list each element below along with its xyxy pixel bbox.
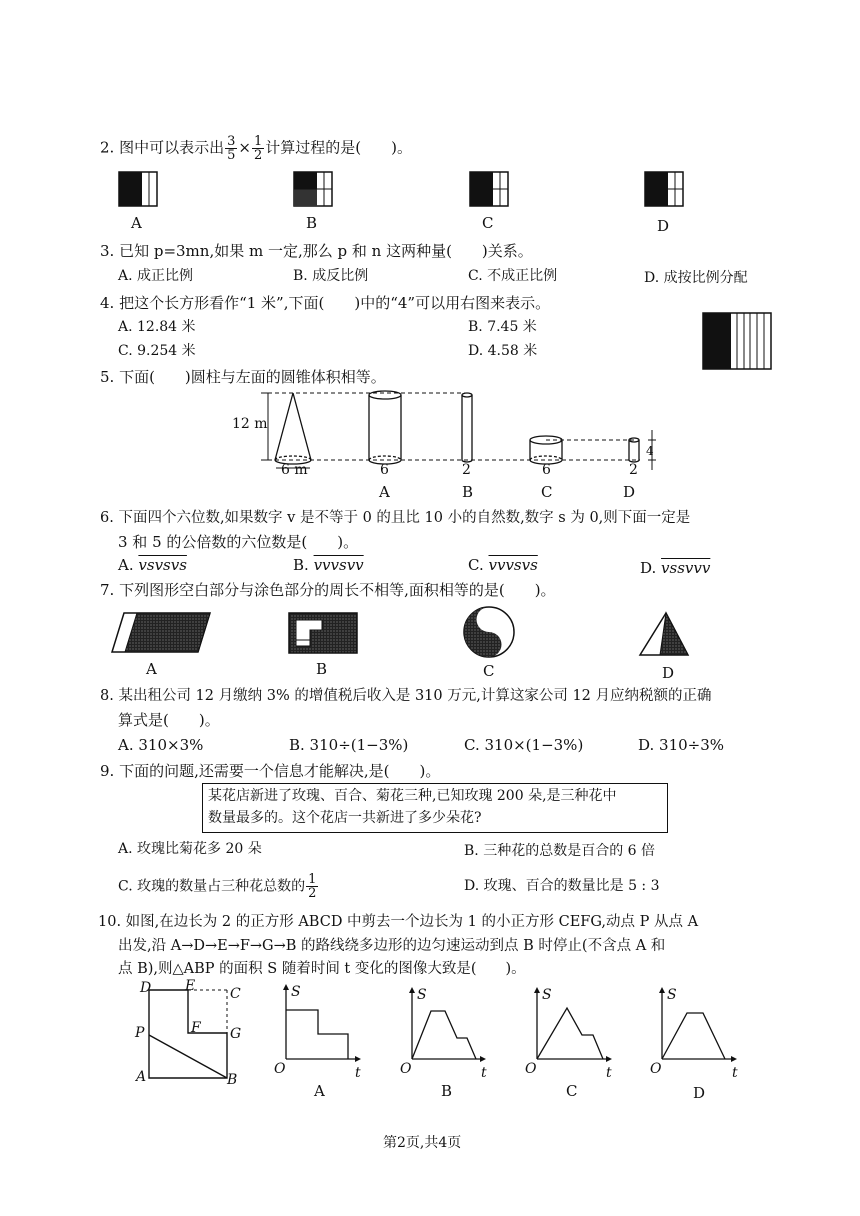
q2-label-b: B <box>306 214 318 232</box>
graph-c-s: S <box>542 987 552 1003</box>
pt-p: P <box>135 1025 145 1041</box>
q8-option-c: C. 310×(1−3%) <box>464 736 584 754</box>
q10-stem-line3: 点 B),则△ABP 的面积 S 随着时间 t 变化的图像大致是( )。 <box>118 961 526 977</box>
q6-option-c: C. vvvsvs <box>468 556 538 574</box>
graph-c-o: O <box>525 1061 537 1077</box>
q4-stem: 4. 把这个长方形看作“1 米”,下面( )中的“4”可以用右图来表示。 <box>100 294 551 312</box>
q9-option-d: D. 玫瑰、百合的数量比是 5 : 3 <box>464 878 660 894</box>
pt-c: C <box>230 986 241 1002</box>
q10-option-c: C <box>566 1082 578 1100</box>
q9-option-b: B. 三种花的总数是百合的 6 倍 <box>464 843 655 859</box>
q4-option-c: C. 9.254 米 <box>118 343 196 359</box>
graph-a-o: O <box>274 1061 286 1077</box>
q5-label-height: 12 m <box>232 416 268 432</box>
fraction-3-5: $\frac{3}{5}$ <box>227 134 236 163</box>
q8-option-d: D. 310÷3% <box>638 736 725 754</box>
graph-a-t: t <box>355 1065 361 1081</box>
q10-option-d: D <box>693 1084 706 1102</box>
q4-option-a: A. 12.84 米 <box>118 319 196 335</box>
q3-option-c: C. 不成正比例 <box>468 268 558 284</box>
graph-d-o: O <box>650 1061 662 1077</box>
q7-stem: 7. 下列图形空白部分与涂色部分的周长不相等,面积相等的是( )。 <box>100 581 556 599</box>
graph-d-s: S <box>667 987 677 1003</box>
graph-b-s: S <box>417 987 427 1003</box>
fraction-1-2: $\frac{1}{2}$ <box>253 134 263 163</box>
pt-b: B <box>227 1072 238 1088</box>
q5-option-b: B <box>462 483 474 501</box>
q4-option-d: D. 4.58 米 <box>468 343 538 359</box>
pt-g: G <box>230 1026 242 1042</box>
graph-d-t: t <box>732 1065 738 1081</box>
q10-stem-line1: 10. 如图,在边长为 2 的正方形 ABCD 中剪去一个边长为 1 的小正方形 CEFG,动点 P 从点 A <box>98 914 699 930</box>
q8-option-a: A. 310×3% <box>118 736 204 754</box>
q7-label-b: B <box>316 660 328 678</box>
q8-stem-line1: 8. 某出租公司 12 月缴纳 3% 的增值税后收入是 310 万元,计算这家公司 12 月应纳税额的正确 <box>100 688 712 704</box>
q5-option-a: A <box>379 483 390 501</box>
graph-a-s: S <box>291 984 301 1000</box>
pt-a: A <box>136 1069 147 1085</box>
q5-option-d: D <box>623 483 636 501</box>
q2-label-c: C <box>482 214 494 232</box>
q6-option-b: B. vvvsvv <box>293 556 364 574</box>
fraction-1-2: $\frac{1}{2}$ <box>308 872 317 901</box>
q5-label-b-dia: 2 <box>462 462 471 478</box>
q7-label-c: C <box>483 662 495 680</box>
q10-stem-line2: 出发,沿 A→D→E→F→G→B 的路线绕多边形的边匀速运动到点 B 时停止(不含点 A 和 <box>118 938 666 954</box>
graph-c-t: t <box>606 1065 612 1081</box>
q5-label-a-dia: 6 <box>380 462 389 478</box>
q10-option-a: A <box>314 1082 325 1100</box>
q10-option-b: B <box>441 1082 453 1100</box>
q9-info-line1: 某花店新进了玫瑰、百合、菊花三种,已知玫瑰 200 朵,是三种花中 <box>208 788 617 804</box>
q6-stem-line1: 6. 下面四个六位数,如果数字 v 是不等于 0 的且比 10 小的自然数,数字 s 为 0,则下面一定是 <box>100 510 691 526</box>
q7-label-a: A <box>146 660 157 678</box>
q5-label-d-height: 4 <box>646 444 654 458</box>
pt-d: D <box>140 980 152 996</box>
q9-info-line2: 数量最多的。这个花店一共新进了多少朵花? <box>208 810 482 826</box>
q4-option-b: B. 7.45 米 <box>468 319 537 335</box>
graph-b-t: t <box>481 1065 487 1081</box>
graph-b-o: O <box>400 1061 412 1077</box>
q6-option-d: D. vssvvv <box>640 559 711 577</box>
q9-option-a: A. 玫瑰比菊花多 20 朵 <box>118 841 262 857</box>
q7-label-d: D <box>662 664 675 682</box>
q2-stem: 2. 图中可以表示出 $\frac{3}{5}$ × $\frac{1}{2}$ 计算过程的是( )。 <box>100 134 412 163</box>
q5-stem: 5. 下面( )圆柱与左面的圆锥体积相等。 <box>100 368 386 386</box>
q5-label-base: 6 m <box>281 462 308 478</box>
q3-stem: 3. 已知 p=3mn,如果 m 一定,那么 p 和 n 这两种量( )关系。 <box>100 242 533 260</box>
q3-option-b: B. 成反比例 <box>293 268 369 284</box>
q2-label-a: A <box>131 214 142 232</box>
page-footer: 第2页,共4页 <box>383 1135 462 1151</box>
pt-e: E <box>185 978 196 994</box>
q9-stem: 9. 下面的问题,还需要一个信息才能解决,是( )。 <box>100 762 441 780</box>
q5-option-c: C <box>541 483 553 501</box>
pt-f: F <box>191 1020 201 1036</box>
q3-option-d: D. 成按比例分配 <box>644 270 748 286</box>
q8-stem-line2: 算式是( )。 <box>118 711 220 729</box>
q6-option-a: A. vsvsvs <box>118 556 187 574</box>
q5-label-c-dia: 6 <box>542 462 551 478</box>
q5-label-d-dia: 2 <box>629 462 638 478</box>
q3-option-a: A. 成正比例 <box>118 268 194 284</box>
q2-label-d: D <box>657 217 670 235</box>
q8-option-b: B. 310÷(1−3%) <box>289 736 409 754</box>
q6-stem-line2: 3 和 5 的公倍数的六位数是( )。 <box>118 533 359 551</box>
q9-option-c: C. 玫瑰的数量占三种花总数的 $\frac{1}{2}$ <box>118 872 317 901</box>
